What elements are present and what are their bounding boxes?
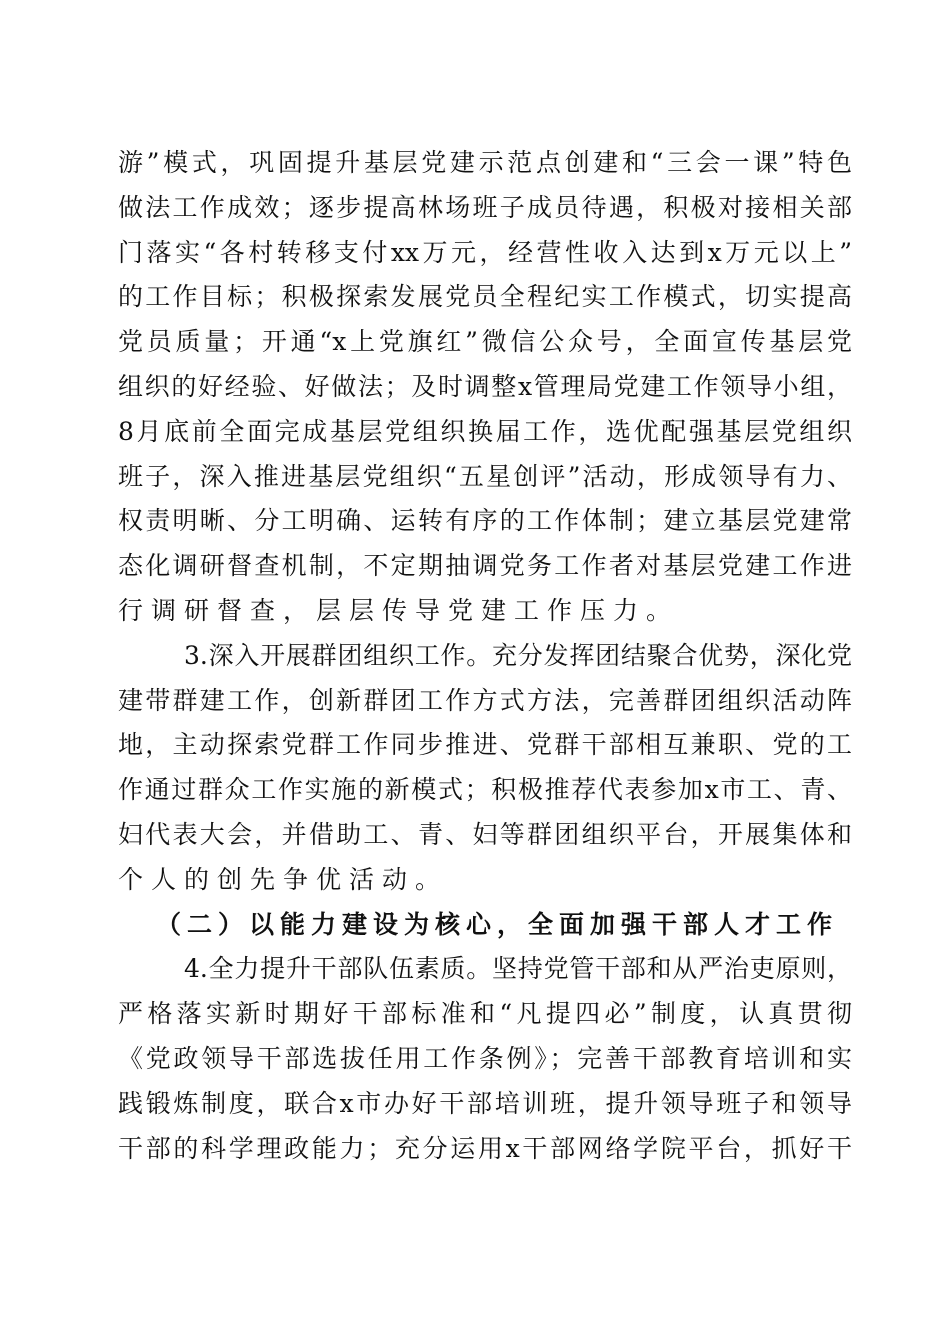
- text-line: 个人的创先争优活动。: [118, 864, 449, 894]
- text-line: 做法工作成效；逐步提高林场班子成员待遇，积极对接相关部: [118, 192, 852, 222]
- section-heading: （二）以能力建设为核心，全面加强干部人才工作: [156, 909, 839, 939]
- text-line: 地，主动探索党群工作同步推进、党群干部相互兼职、党的工: [118, 730, 852, 760]
- text-line: 妇代表大会，并借助工、青、妇等群团组织平台，开展集体和: [118, 819, 852, 849]
- paragraph-4-start: 4.全力提升干部队伍素质。坚持党管干部和从严治吏原则，: [184, 954, 852, 984]
- text-line: 严格落实新时期好干部标准和“凡提四必”制度，认真贯彻: [118, 999, 852, 1029]
- text-line: 党员质量；开通“x上党旗红”微信公众号，全面宣传基层党: [118, 327, 852, 357]
- paragraph-3-start: 3.深入开展群团组织工作。充分发挥团结聚合优势，深化党: [184, 640, 852, 670]
- text-line: 组织的好经验、好做法；及时调整x管理局党建工作领导小组，: [118, 371, 852, 401]
- text-line: 态化调研督查机制，不定期抽调党务工作者对基层党建工作进: [118, 551, 852, 581]
- text-line: 权责明晰、分工明确、运转有序的工作体制；建立基层党建常: [118, 506, 852, 536]
- text-line: 践锻炼制度，联合x市办好干部培训班，提升领导班子和领导: [118, 1088, 852, 1118]
- text-line: 门落实“各村转移支付xx万元，经营性收入达到x万元以上”: [118, 237, 852, 267]
- text-line: 游”模式，巩固提升基层党建示范点创建和“三会一课”特色: [118, 148, 852, 177]
- text-line: 《党政领导干部选拔任用工作条例》；完善干部教育培训和实: [118, 1043, 852, 1073]
- text-line: 班子，深入推进基层党组织“五星创评”活动，形成领导有力、: [118, 461, 852, 491]
- text-line: 8月底前全面完成基层党组织换届工作，选优配强基层党组织: [118, 416, 852, 446]
- text-line: 干部的科学理政能力；充分运用x干部网络学院平台，抓好干: [118, 1133, 852, 1163]
- document-page: [118, 141, 852, 1171]
- text-line: 作通过群众工作实施的新模式；积极推荐代表参加x市工、青、: [118, 775, 852, 805]
- text-line: 的工作目标；积极探索发展党员全程纪实工作模式，切实提高: [118, 282, 852, 312]
- text-line: 建带群建工作，创新群团工作方式方法，完善群团组织活动阵: [118, 685, 852, 715]
- text-line: 行调研督查，层层传导党建工作压力。: [118, 595, 680, 625]
